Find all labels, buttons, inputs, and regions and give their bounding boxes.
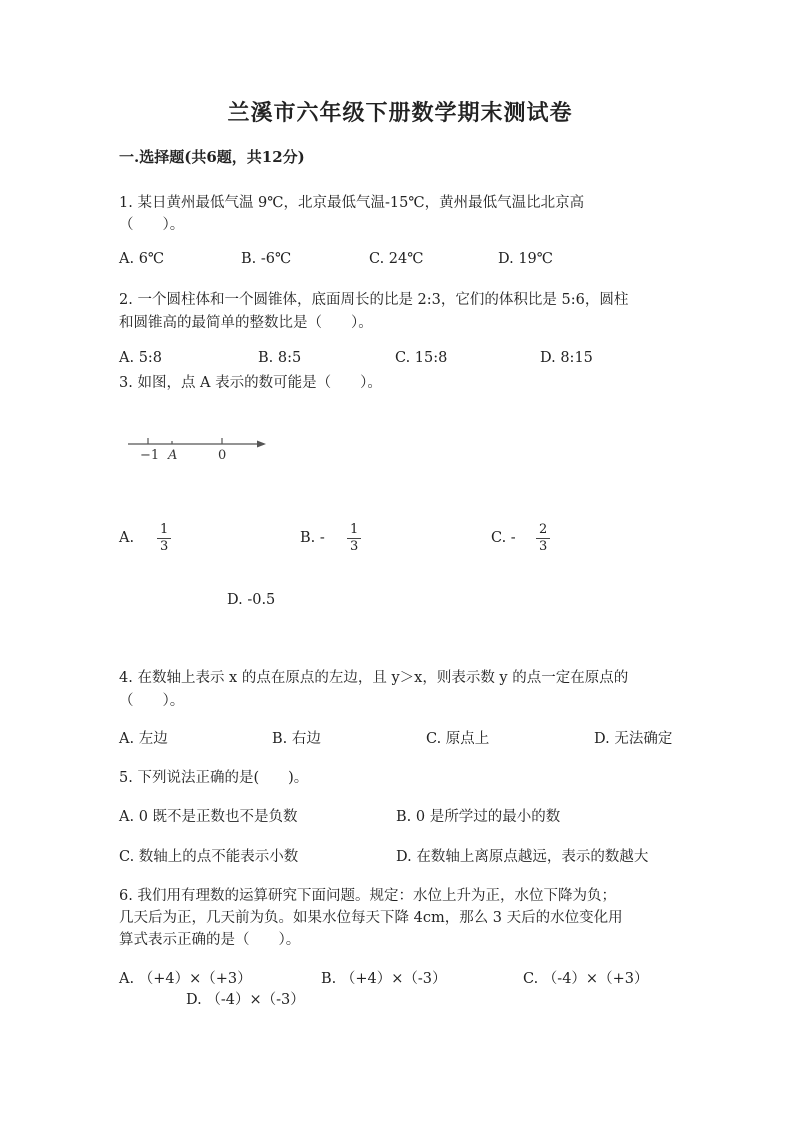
q2-stem-line2: 和圆锥高的最简单的整数比是（ ）。 [119,315,373,331]
q3-option-b-fraction [347,522,361,555]
q3-stem: 3. 如图，点 A 表示的数可能是（ ）。 [119,375,382,391]
q3-option-c-fraction [536,522,550,555]
label-neg1: −1 [140,448,160,463]
q5-option-c: C. 数轴上的点不能表示小数 [119,849,299,865]
fraction-numerator: 1 [157,522,171,539]
q1-stem-line2: （ ）。 [119,217,185,233]
section-heading: 一.选择题(共6题，共12分) [119,148,305,166]
q6-option-c: C. （-4）×（+3） [523,971,649,987]
q3-option-a-fraction [157,522,171,555]
number-line-arrow [257,441,266,448]
q3-option-d: D. -0.5 [227,592,276,608]
q1-option-c: C. 24℃ [369,251,424,267]
fraction-denominator: 3 [160,539,169,554]
q5-option-d: D. 在数轴上离原点越远，表示的数越大 [396,849,649,865]
q3-option-c-prefix: C. - [491,530,516,546]
q6-stem-line3: 算式表示正确的是（ ）。 [119,932,301,948]
q4-option-c: C. 原点上 [426,731,490,747]
fraction-numerator: 2 [536,522,550,539]
q6-option-b: B. （+4）×（-3） [321,971,447,987]
q1-option-d: D. 19℃ [498,251,553,267]
q2-option-c: C. 15:8 [395,350,448,366]
q4-option-d: D. 无法确定 [594,731,673,747]
q4-option-a: A. 左边 [119,731,168,747]
q5-stem: 5. 下列说法正确的是( )。 [119,770,309,786]
q4-stem-line1: 4. 在数轴上表示 x 的点在原点的左边，且 y＞x，则表示数 y 的点一定在原点的 [119,670,629,686]
q2-option-b: B. 8:5 [258,350,302,366]
q4-option-b: B. 右边 [272,731,321,747]
label-a: A [168,448,178,463]
q5-option-a: A. 0 既不是正数也不是负数 [119,809,298,825]
fraction-denominator: 3 [539,539,548,554]
q5-option-b: B. 0 是所学过的最小的数 [396,809,561,825]
q6-option-d: D. （-4）×（-3） [186,992,305,1008]
q3-option-b-prefix: B. - [300,530,325,546]
q2-option-a: A. 5:8 [119,350,163,366]
q1-option-a: A. 6℃ [119,251,165,267]
number-line-figure [124,432,274,464]
q2-option-d: D. 8:15 [540,350,593,366]
q4-stem-line2: （ ）。 [119,693,185,709]
q1-option-b: B. -6℃ [241,251,292,267]
q6-option-a: A. （+4）×（+3） [119,971,252,987]
q6-stem-line2: 几天后为正，几天前为负。如果水位每天下降 4cm，那么 3 天后的水位变化用 [119,910,623,926]
fraction-numerator: 1 [347,522,361,539]
fraction-denominator: 3 [350,539,359,554]
q3-option-a-prefix: A. [119,530,135,546]
label-zero: 0 [218,448,227,463]
q1-stem-line1: 1. 某日黄州最低气温 9℃，北京最低气温-15℃，黄州最低气温比北京高 [119,195,585,211]
q6-stem-line1: 6. 我们用有理数的运算研究下面问题。规定：水位上升为正，水位下降为负； [119,888,616,904]
page-title: 兰溪市六年级下册数学期末测试卷 [227,100,573,126]
q2-stem-line1: 2. 一个圆柱体和一个圆锥体，底面周长的比是 2:3，它们的体积比是 5:6，圆柱 [119,292,629,308]
